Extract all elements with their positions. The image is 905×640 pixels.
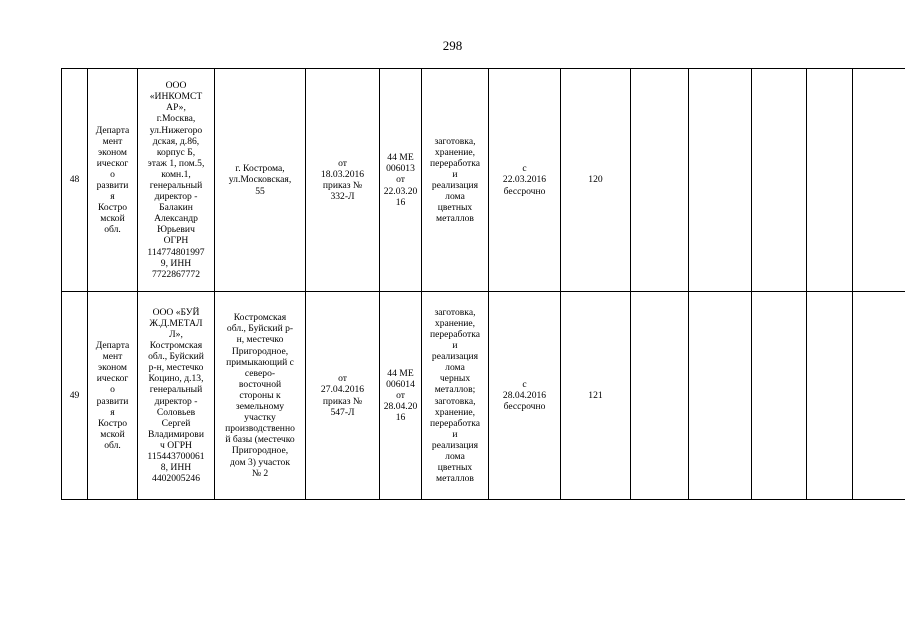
cell-number: 48: [62, 69, 88, 292]
cell-empty: [853, 69, 905, 292]
cell-activity: заготовка, хранение, переработка и реализация лома цветных металлов: [422, 69, 489, 292]
cell-order: от 18.03.2016 приказ № 332-Л: [306, 69, 380, 292]
registry-table: [61, 68, 905, 500]
table-row: [62, 69, 905, 292]
cell-registry-no: 120: [561, 69, 631, 292]
cell-license: 44 МЕ 006014 от 28.04.20 16: [380, 292, 422, 500]
cell-empty: [853, 292, 905, 500]
cell-license: 44 МЕ 006013 от 22.03.20 16: [380, 69, 422, 292]
cell-empty: [752, 292, 807, 500]
cell-authority: Департа мент эконом ическог о развити я Костро мской обл.: [88, 69, 138, 292]
cell-empty: [689, 69, 752, 292]
table-row: [62, 292, 905, 500]
cell-organization: ООО «ИНКОМСТ АР», г.Москва, ул.Нижегоро дская, д.86, корпус Б, этаж 1, пом.5, комн.1, генеральный директор - Балакин Александр Юрьевич ОГРН 114774801997 9, ИНН 7722867772: [138, 69, 215, 292]
cell-empty: [752, 69, 807, 292]
cell-registry-no: 121: [561, 292, 631, 500]
cell-order: от 27.04.2016 приказ № 547-Л: [306, 292, 380, 500]
cell-empty: [689, 292, 752, 500]
cell-number: 49: [62, 292, 88, 500]
cell-term: с 28.04.2016 бессрочно: [489, 292, 561, 500]
cell-address: Костромская обл., Буйский р- н, местечко Пригородное, примыкающий с северо- восточной стороны к земельному участку производственно й базы (местечко Пригородное, дом 3) участок № 2: [215, 292, 306, 500]
page-number: 298: [442, 38, 463, 53]
cell-empty: [631, 292, 689, 500]
cell-organization: ООО «БУЙ Ж.Д.МЕТАЛ Л», Костромская обл., Буйский р-н, местечко Коцино, д.13, генеральный директор - Соловьев Сергей Владимирови ч ОГРН 115443700061 8, ИНН 4402005246: [138, 292, 215, 500]
cell-empty: [631, 69, 689, 292]
cell-empty: [807, 292, 853, 500]
cell-authority: Департа мент эконом ическог о развити я Костро мской обл.: [88, 292, 138, 500]
cell-empty: [807, 69, 853, 292]
cell-address: г. Кострома, ул.Московская, 55: [215, 69, 306, 292]
cell-activity: заготовка, хранение, переработка и реализация лома черных металлов; заготовка, хранение, переработка и реализация лома цветных металлов: [422, 292, 489, 500]
cell-term: с 22.03.2016 бессрочно: [489, 69, 561, 292]
